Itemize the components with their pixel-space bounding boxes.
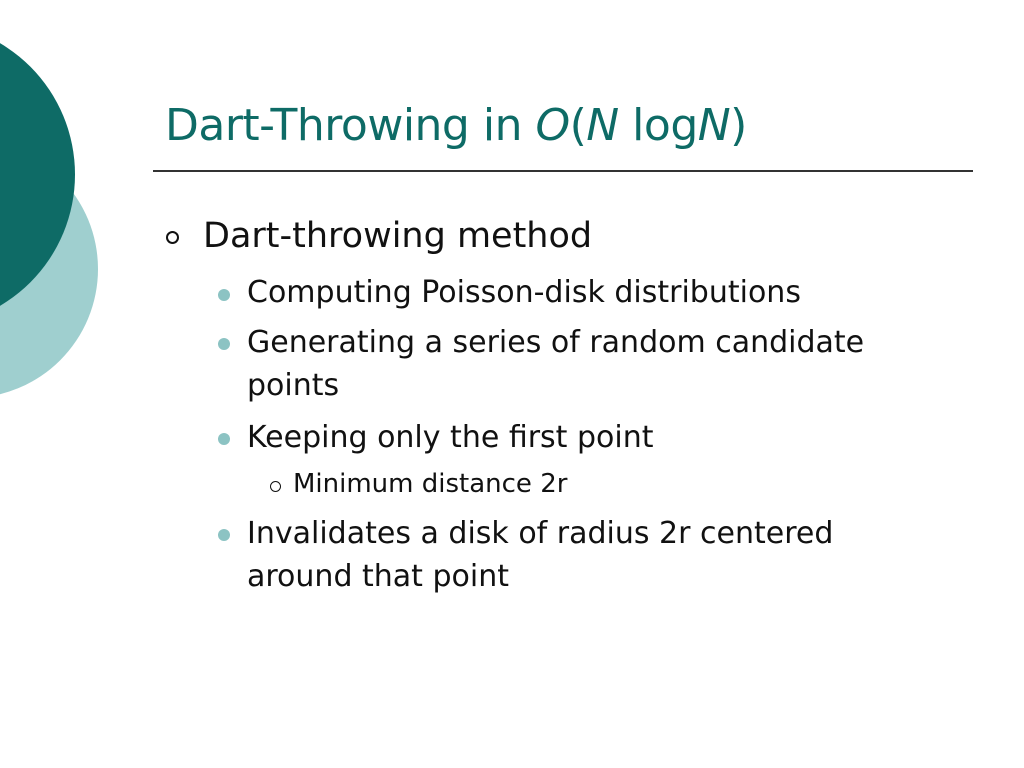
title-log: log	[618, 100, 698, 151]
bullet-level2-text: Invalidates a disk of radius 2r centered	[247, 516, 834, 551]
bullet-level2-text-continued: points	[247, 368, 340, 403]
hollow-circle-bullet-icon	[166, 231, 179, 244]
title-big-o: O	[535, 100, 570, 151]
title-paren-open: (	[569, 100, 587, 151]
title-paren-close: )	[730, 100, 747, 151]
bullet-level2-text: Generating a series of random candidate	[247, 325, 865, 360]
filled-dot-bullet-icon	[218, 338, 230, 350]
hollow-circle-bullet-icon	[270, 481, 281, 492]
slide-title	[165, 100, 747, 151]
title-prefix: Dart-Throwing in	[165, 100, 536, 151]
filled-dot-bullet-icon	[218, 433, 230, 445]
bullet-level3-text: Minimum distance 2r	[293, 469, 568, 499]
bullet-level2-text-continued: around that point	[247, 559, 509, 594]
title-divider	[153, 170, 973, 172]
bullet-level2-text: Computing Poisson-disk distributions	[247, 275, 801, 310]
title-n: N	[697, 100, 731, 151]
title-n: N	[586, 100, 619, 151]
bullet-level2-text: Keeping only the first point	[247, 420, 654, 455]
filled-dot-bullet-icon	[218, 529, 230, 541]
bullet-level1-text: Dart-throwing method	[203, 216, 593, 256]
filled-dot-bullet-icon	[218, 289, 230, 301]
